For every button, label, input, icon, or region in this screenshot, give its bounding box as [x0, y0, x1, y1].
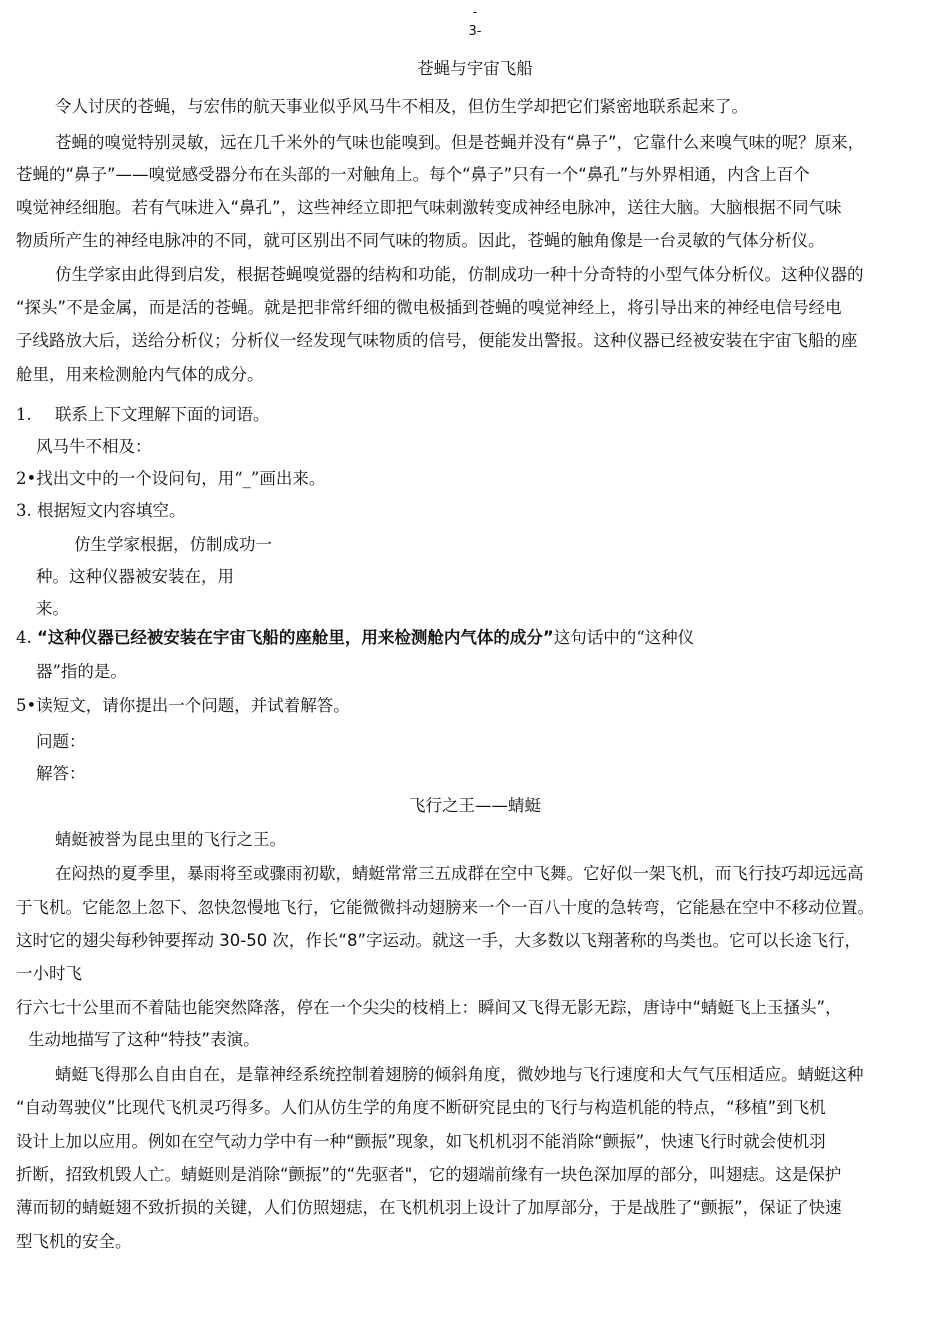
passage2-paragraph3-line3: 设计上加以应用。例如在空气动力学中有一种“颤振”现象，如飞机机羽不能消除“颤振”，快速飞行时就会使机羽 — [16, 1132, 826, 1151]
passage1-paragraph2-line1: 苍蝇的嗅觉特别灵敏，远在几千米外的气味也能嗅到。但是苍蝇并没有“鼻子”，它靠什么来嗅气味的呢？原来， — [55, 133, 865, 152]
passage2-paragraph2-line1: 在闷热的夏季里，暴雨将至或骤雨初歇，蜻蜓常常三五成群在空中飞舞。它好似一架飞机，而飞行技巧却远远高 — [55, 864, 864, 883]
question1-text: 联系上下文理解下面的词语。 — [55, 405, 270, 424]
passage2-paragraph2-line5: 行六七十公里而不着陆也能突然降落，停在一个尖尖的枝梢上：瞬间又飞得无影无踪，唐诗中“蜻蜓飞上玉搔头”， — [16, 998, 842, 1017]
question5-question-label: 问题： — [36, 732, 86, 751]
question4-number: 4. — [16, 628, 32, 647]
passage1-paragraph3-line1: 仿生学家由此得到启发，根据苍蝇嗅觉器的结构和功能，仿制成功一种十分奇特的小型气体分析仪。这种仪器的 — [55, 265, 864, 284]
question3-fill-line3: 来。 — [36, 599, 69, 618]
passage2-paragraph3-line6: 型飞机的安全。 — [16, 1232, 132, 1251]
passage2-paragraph1: 蜻蜓被誉为昆虫里的飞行之王。 — [55, 830, 286, 849]
passage2-paragraph2-line2: 于飞机。它能忽上忽下、忽快忽慢地飞行，它能微微抖动翅膀来一个一百八十度的急转弯，它能悬在空中不移动位置。 — [16, 898, 874, 917]
passage2-paragraph3-line2: “自动驾驶仪”比现代飞机灵巧得多。人们从仿生学的角度不断研究昆虫的飞行与构造机能的特点，“移植”到飞机 — [16, 1098, 826, 1117]
question3-fill-line2: 种。这种仪器被安装在，用 — [36, 567, 234, 586]
question4-rest: 这句话中的“这种仪 — [553, 628, 695, 647]
question1-number: 1. — [16, 405, 32, 424]
question5-text: 5•读短文，请你提出一个问题，并试着解答。 — [16, 696, 350, 715]
question4-quote: “这种仪器已经被安装在宇宙飞船的座舱里，用来检测舱内气体的成分” — [37, 628, 554, 647]
question1-term: 风马牛不相及： — [36, 437, 152, 456]
passage1-paragraph3-line4: 舱里，用来检测舱内气体的成分。 — [16, 365, 264, 384]
question4-line2: 器”指的是。 — [36, 662, 127, 681]
passage2-paragraph3-line5: 薄而韧的蜻蜓翅不致折损的关键，人们仿照翅痣，在飞机机羽上设计了加厚部分，于是战胜了“颤振”，保证了快速 — [16, 1198, 842, 1217]
passage1-paragraph3-line3: 子线路放大后，送给分析仪；分析仪一经发现气味物质的信号，便能发出警报。这种仪器已经被安装在宇宙飞船的座 — [16, 331, 858, 350]
passage2-paragraph2-line3: 这时它的翅尖每秒钟要挥动 30-50 次，作长“8”字运动。就这一手，大多数以飞翔著称的鸟类也。它可以长途飞行， — [16, 931, 862, 950]
question3-heading: 3. 根据短文内容填空。 — [16, 501, 186, 520]
passage1-title: 苍蝇与宇宙飞船 — [417, 59, 533, 78]
passage2-paragraph2-line4: 一小时飞 — [16, 964, 82, 983]
passage1-paragraph2-line4: 物质所产生的神经电脉冲的不同，就可区别出不同气味的物质。因此，苍蝇的触角像是一台灵敏的气体分析仪。 — [16, 231, 825, 250]
passage1-paragraph2-line3: 嗅觉神经细胞。若有气味进入“鼻孔”，这些神经立即把气味刺激转变成神经电脉冲，送往大脑。大脑根据不同气味 — [16, 198, 842, 217]
question5-answer-label: 解答： — [36, 764, 86, 783]
header-dash: - — [472, 5, 478, 20]
passage2-paragraph3-line4: 折断，招致机毁人亡。蜻蜓则是消除“颤振”的“先驱者"，它的翅端前缘有一块色深加厚的部分，叫翅痣。这是保护 — [16, 1165, 842, 1184]
passage1-paragraph2-line2: 苍蝇的“鼻子”——嗅觉感受器分布在头部的一对触角上。每个“鼻子”只有一个“鼻孔”与外界相通，内含上百个 — [16, 165, 810, 184]
page-number: 3- — [468, 24, 482, 39]
passage2-title: 飞行之王——蜻蜓 — [409, 796, 541, 815]
passage2-paragraph3-line1: 蜻蜓飞得那么自由自在，是靠神经系统控制着翅膀的倾斜角度，微妙地与飞行速度和大气气压相适应。蜻蜓这种 — [55, 1065, 864, 1084]
passage1-paragraph1: 令人讨厌的苍蝇，与宏伟的航天事业似乎风马牛不相及，但仿生学却把它们紧密地联系起来了。 — [55, 97, 748, 116]
passage2-paragraph2-line6: 生动地描写了这种“特技”表演。 — [28, 1030, 260, 1049]
question4-line1 — [16, 627, 694, 649]
question3-fill-line1: 仿生学家根据，仿制成功一 — [74, 535, 272, 554]
passage1-paragraph3-line2: “探头”不是金属，而是活的苍蝇。就是把非常纤细的微电极插到苍蝇的嗅觉神经上，将引导出来的神经电信号经电 — [16, 298, 842, 317]
question2-text: 2•找出文中的一个设问句，用“_”画出来。 — [16, 469, 326, 488]
